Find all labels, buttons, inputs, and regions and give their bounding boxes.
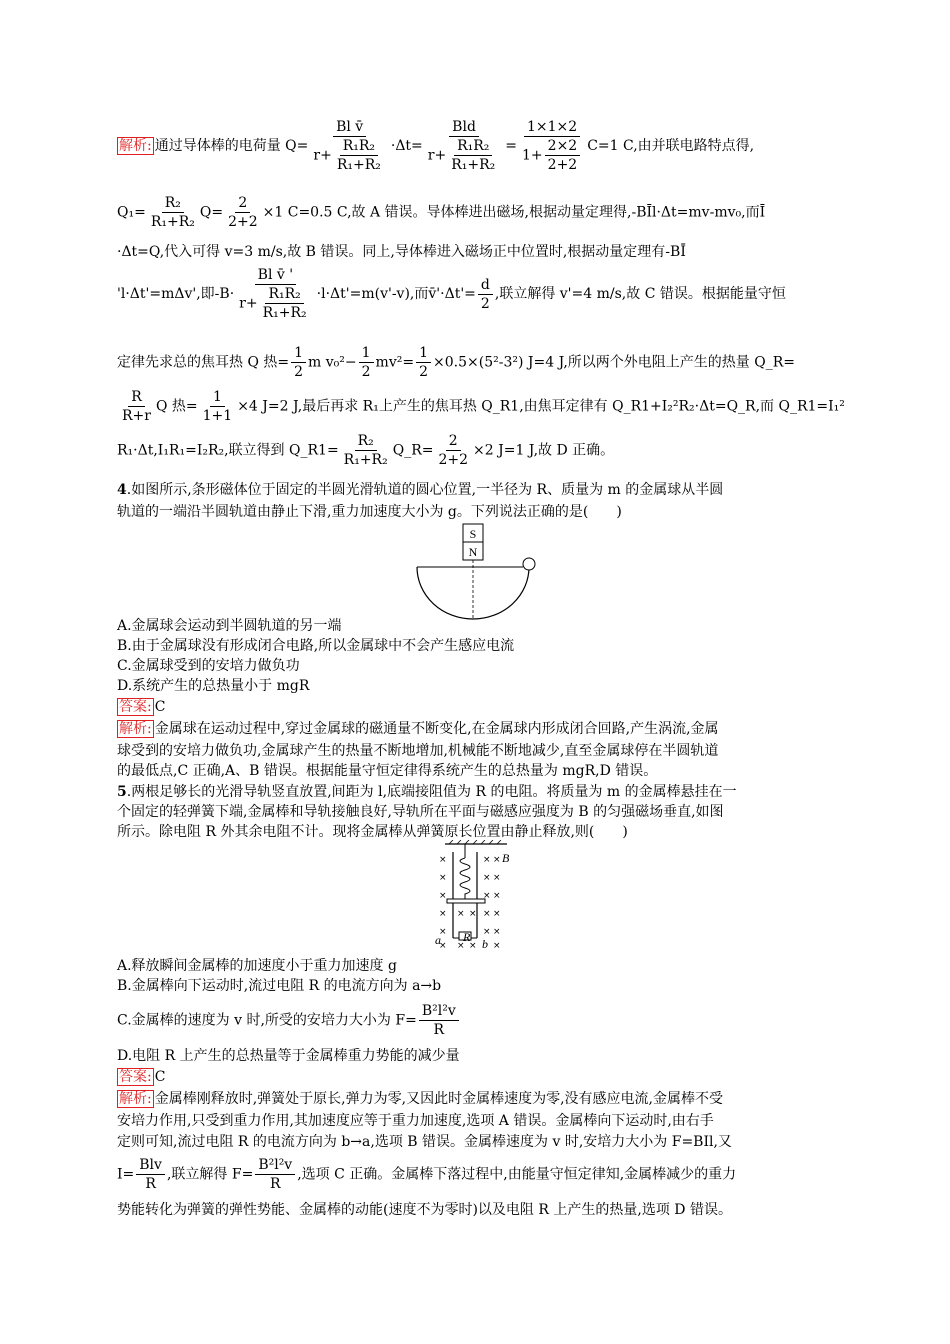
q5-analysis-line-4: I= $\frac{\text{Blv}}{R}$ ,联立解得 F= $\frac{\text{B²l²v}}{R}$ ,选项 C 正确。金属棒下落过程中,由能量守恒定律知,金属棒减少的重力 [117, 1157, 737, 1192]
answer-tag: 答案: [119, 1069, 152, 1085]
q5-analysis-line-5: 势能转化为弹簧的弹性势能、金属棒的动能(速度不为零时)以及电阻 R 上产生的热量,选项 D 错误。 [117, 1202, 732, 1218]
q4-analysis-line-1: 解析: 金属球在运动过程中,穿过金属球的磁通量不断变化,在金属球内形成闭合回路,产生涡流,金属 [119, 721, 719, 737]
fraction: $\frac{\text{R₂}}{\text{R₁+R₂}}$ [343, 433, 388, 468]
svg-text:×: × [493, 927, 501, 937]
svg-text:×: × [439, 891, 447, 901]
svg-text:×: × [493, 941, 501, 950]
q4-answer: 答案: C [119, 699, 166, 715]
q5-analysis-line-2: 安培力作用,只受到重力作用,其加速度应等于重力加速度,选项 A 错误。金属棒向下运动时,由右手 [117, 1113, 714, 1129]
answer-tag: 答案: [119, 699, 152, 715]
spring [460, 844, 470, 900]
svg-text:×: × [483, 909, 491, 919]
metal-rod [447, 899, 485, 903]
q5-analysis-line-3: 定则可知,流过电阻 R 的电流方向为 b→a,选项 B 错误。金属棒速度为 v 时,安培力大小为 F=BIl,又 [117, 1134, 732, 1150]
analysis-tag: 解析: [119, 138, 152, 154]
fraction: $\frac{\text{Blv}}{R}$ [136, 1156, 165, 1193]
q4-option-d: D.系统产生的总热量小于 mgR [117, 678, 310, 694]
q4-option-c: C.金属球受到的安培力做负功 [117, 658, 300, 674]
svg-text:×: × [439, 909, 447, 919]
fraction: $\frac{1}{2}$ [416, 344, 431, 381]
analysis-tag: 解析: [119, 1091, 152, 1107]
fraction: $\frac{2}{2+2}$ [228, 195, 258, 230]
q4-option-b: B.由于金属球没有形成闭合电路,所以金属球中不会产生感应电流 [117, 638, 515, 654]
q5-option-c: C.金属棒的速度为 v 时,所受的安培力大小为 F= $\frac{\text{B²l²v}}{R}$ [117, 1002, 461, 1039]
fraction: $\frac{d}{2}$ [478, 276, 493, 313]
q5-stem-line-1: 5.两根足够长的光滑导轨竖直放置,间距为 l,底端接阻值为 R 的电阻。将质量为 m 的金属棒悬挂在一 [117, 784, 737, 800]
q4-analysis-line-2: 球受到的安培力做负功,金属球产生的热量不断地增加,机械能不断地减少,直至金属球停在半圆轨道 [117, 743, 719, 759]
q4-analysis-line-3: 的最低点,C 正确,A、B 错误。根据能量守恒定律得系统产生的总热量为 mgR,D 错误。 [117, 763, 658, 779]
fraction: Bl v̄ r+ $\frac{\text{R₁R₂}}{\text{R₁+R₂}}$ [313, 119, 381, 173]
fraction: $\frac{1}{2}$ [359, 344, 374, 381]
fraction: Bld r+ $\frac{\text{R₁R₂}}{\text{R₁+R₂}}$ [427, 119, 496, 173]
svg-text:×: × [439, 927, 447, 937]
svg-text:×: × [439, 941, 447, 950]
q3-analysis-line-5: 定律先求总的焦耳热 Q 热= $\frac{1}{2}$ m v₀²− $\frac{1}{2}$ mv²= $\frac{1}{2}$ ×0.5×(5²-3²) J=4 J,所以两个外电阻上产生的热量 Q_R= [117, 345, 796, 380]
q5-answer: 答案: C [119, 1069, 166, 1085]
svg-text:×: × [457, 909, 465, 919]
svg-text:×: × [483, 891, 491, 901]
svg-text:×: × [469, 941, 477, 950]
metal-ball [523, 558, 535, 570]
q5-option-b: B.金属棒向下运动时,流过电阻 R 的电流方向为 a→b [117, 978, 442, 994]
q5-stem-line-2: 个固定的轻弹簧下端,金属棒和导轨接触良好,导轨所在平面与磁感应强度为 B 的匀强磁场垂直,如图 [117, 804, 724, 820]
svg-text:×: × [483, 927, 491, 937]
q3-analysis-line-2: Q₁= $\frac{\text{R₂}}{\text{R₁+R₂}}$ Q= $\frac{2}{2+2}$ ×1 C=0.5 C,故 A 错误。导体棒进出磁场,根据动量定理得,-BĪl·Δt=mv-mv₀,而Ī [117, 195, 766, 230]
fraction: Bl v̄ ' r+ $\frac{\text{R₁R₂}}{\text{R₁+R₂}}$ [239, 267, 307, 321]
q3-analysis-line-3: ·Δt=Q,代入可得 v=3 m/s,故 B 错误。同上,导体棒进入磁场正中位置时,根据动量定理有-BĪ [117, 244, 686, 260]
q5-stem-line-3: 所示。除电阻 R 外其余电阻不计。现将金属棒从弹簧原长位置由静止释放,则( ) [117, 824, 628, 840]
label-a: a [435, 933, 441, 947]
fraction: $\frac{\text{B²l²v}}{R}$ [419, 1002, 459, 1039]
magnet-s-label: S [469, 527, 477, 541]
q3-analysis-line-4: 'l·Δt'=mΔv',即-B· Bl v̄ ' r+ $\frac{\text{R₁R₂}}{\text{R₁+R₂}}$ ·l·Δt'=m(v'-v),而v̄'·Δt'= $\frac{d}{2}$ ,联立解得 v'=4 m/s,故 C 错误。根据能量守恒 [117, 267, 786, 321]
q5-figure [435, 840, 527, 950]
svg-text:×: × [493, 891, 501, 901]
svg-text:×: × [439, 855, 447, 865]
svg-text:×: × [493, 909, 501, 919]
q4-figure [407, 522, 547, 622]
svg-text:×: × [483, 855, 491, 865]
fraction: 1×1×2 1+ $\frac{2\times 2}{2+2}$ [519, 118, 585, 174]
q4-stem-line-2: 轨道的一端沿半圆轨道由静止下滑,重力加速度大小为 g。下列说法正确的是( ) [117, 504, 622, 520]
q5-analysis-line-1: 解析: 金属棒刚释放时,弹簧处于原长,弹力为零,又因此时金属棒速度为零,没有感应电流,金属棒不受 [119, 1091, 723, 1107]
q3-analysis-line-7: R₁·Δt,I₁R₁=I₂R₂,联立得到 Q_R1= $\frac{\text{R₂}}{\text{R₁+R₂}}$ Q_R= $\frac{2}{2+2}$ ×2 J=1 J,故 D 正确。 [117, 433, 615, 468]
label-resistor: R [463, 930, 471, 944]
q4-stem-line-1: 4.如图所示,条形磁体位于固定的半圆光滑轨道的圆心位置,一半径为 R、质量为 m 的金属球从半圆 [117, 482, 724, 498]
fraction: $\frac{1}{2}$ [291, 344, 306, 381]
fraction: $\frac{\text{R₂}}{\text{R₁+R₂}}$ [150, 195, 195, 230]
q5-option-d: D.电阻 R 上产生的总热量等于金属棒重力势能的减少量 [117, 1048, 460, 1064]
fraction: $\frac{2}{2+2}$ [438, 433, 469, 468]
magnet-n-label: N [468, 545, 478, 559]
q4-option-a: A.金属球会运动到半圆轨道的另一端 [117, 618, 342, 634]
svg-text:×: × [469, 909, 477, 919]
svg-text:×: × [483, 873, 491, 883]
svg-text:×: × [493, 855, 501, 865]
fraction: $\frac{R}{R+r}$ [122, 389, 151, 424]
label-b-point: b [482, 937, 488, 950]
svg-text:×: × [439, 873, 447, 883]
q3-analysis-line-6: $\frac{R}{R+r}$ Q 热= $\frac{1}{1+1}$ ×4 J=2 J,最后再求 R₁上产生的焦耳热 Q_R1,由焦耳定律有 Q_R1+I₂²R₂·Δt=Q_R,而 Q_R1=I₁² [117, 388, 845, 425]
label-b-field: B [502, 851, 510, 865]
q5-option-a: A.释放瞬间金属棒的加速度小于重力加速度 g [117, 958, 397, 974]
svg-text:×: × [457, 941, 465, 950]
fraction: $\frac{1}{1+1}$ [202, 389, 233, 424]
fraction: $\frac{\text{B²l²v}}{R}$ [255, 1156, 295, 1193]
q3-analysis-line-1: 解析: 通过导体棒的电荷量 Q= Bl v̄ r+ $\frac{\text{R₁R₂}}{\text{R₁+R₂}}$ ·Δt= Bld r+ $\frac{\text{R₁R₂}}{\text{R₁+R₂}}$ = 1×1×2 1+ $\frac{2\times 2}{2+2}$ C=1 C,由并联电路特点得, [119, 119, 755, 173]
analysis-tag: 解析: [119, 721, 152, 737]
svg-text:×: × [493, 873, 501, 883]
